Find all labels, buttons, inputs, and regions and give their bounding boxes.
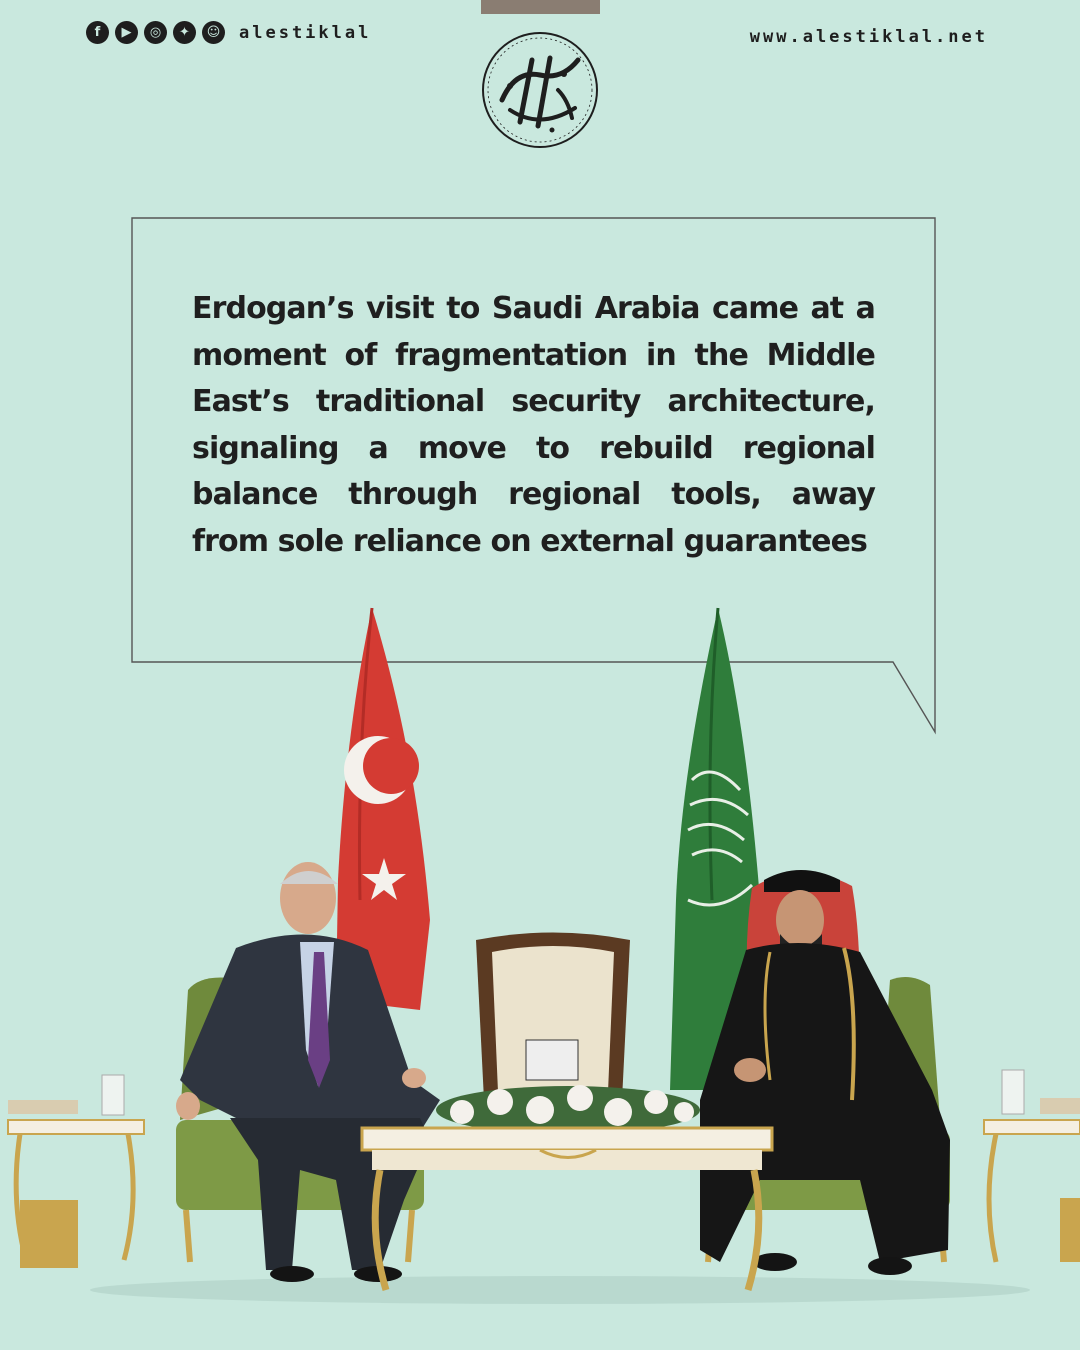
instagram-icon[interactable]: ◎	[144, 21, 167, 44]
snapchat-icon[interactable]: ☺	[202, 21, 225, 44]
facebook-icon[interactable]: f	[86, 21, 109, 44]
center-chair	[476, 933, 630, 1101]
social-handle[interactable]: alestiklal	[239, 22, 372, 43]
meeting-photo	[0, 600, 1080, 1350]
logo-seal	[480, 30, 600, 150]
youtube-icon[interactable]: ▶	[115, 21, 138, 44]
social-links	[86, 21, 371, 44]
quote-text: Erdogan’s visit to Saudi Arabia came at a moment of fragmentation in the Middle East’s traditional security architecture, signaling a move to rebuild regional balance through regional tools, away from sole reliance on external guarantees	[192, 291, 875, 559]
twitter-icon[interactable]: ✦	[173, 21, 196, 44]
top-accent-bar	[481, 0, 600, 14]
right-side-table	[984, 1070, 1080, 1262]
website-url[interactable]: www.alestiklal.net	[749, 27, 988, 47]
left-side-table	[8, 1075, 144, 1268]
